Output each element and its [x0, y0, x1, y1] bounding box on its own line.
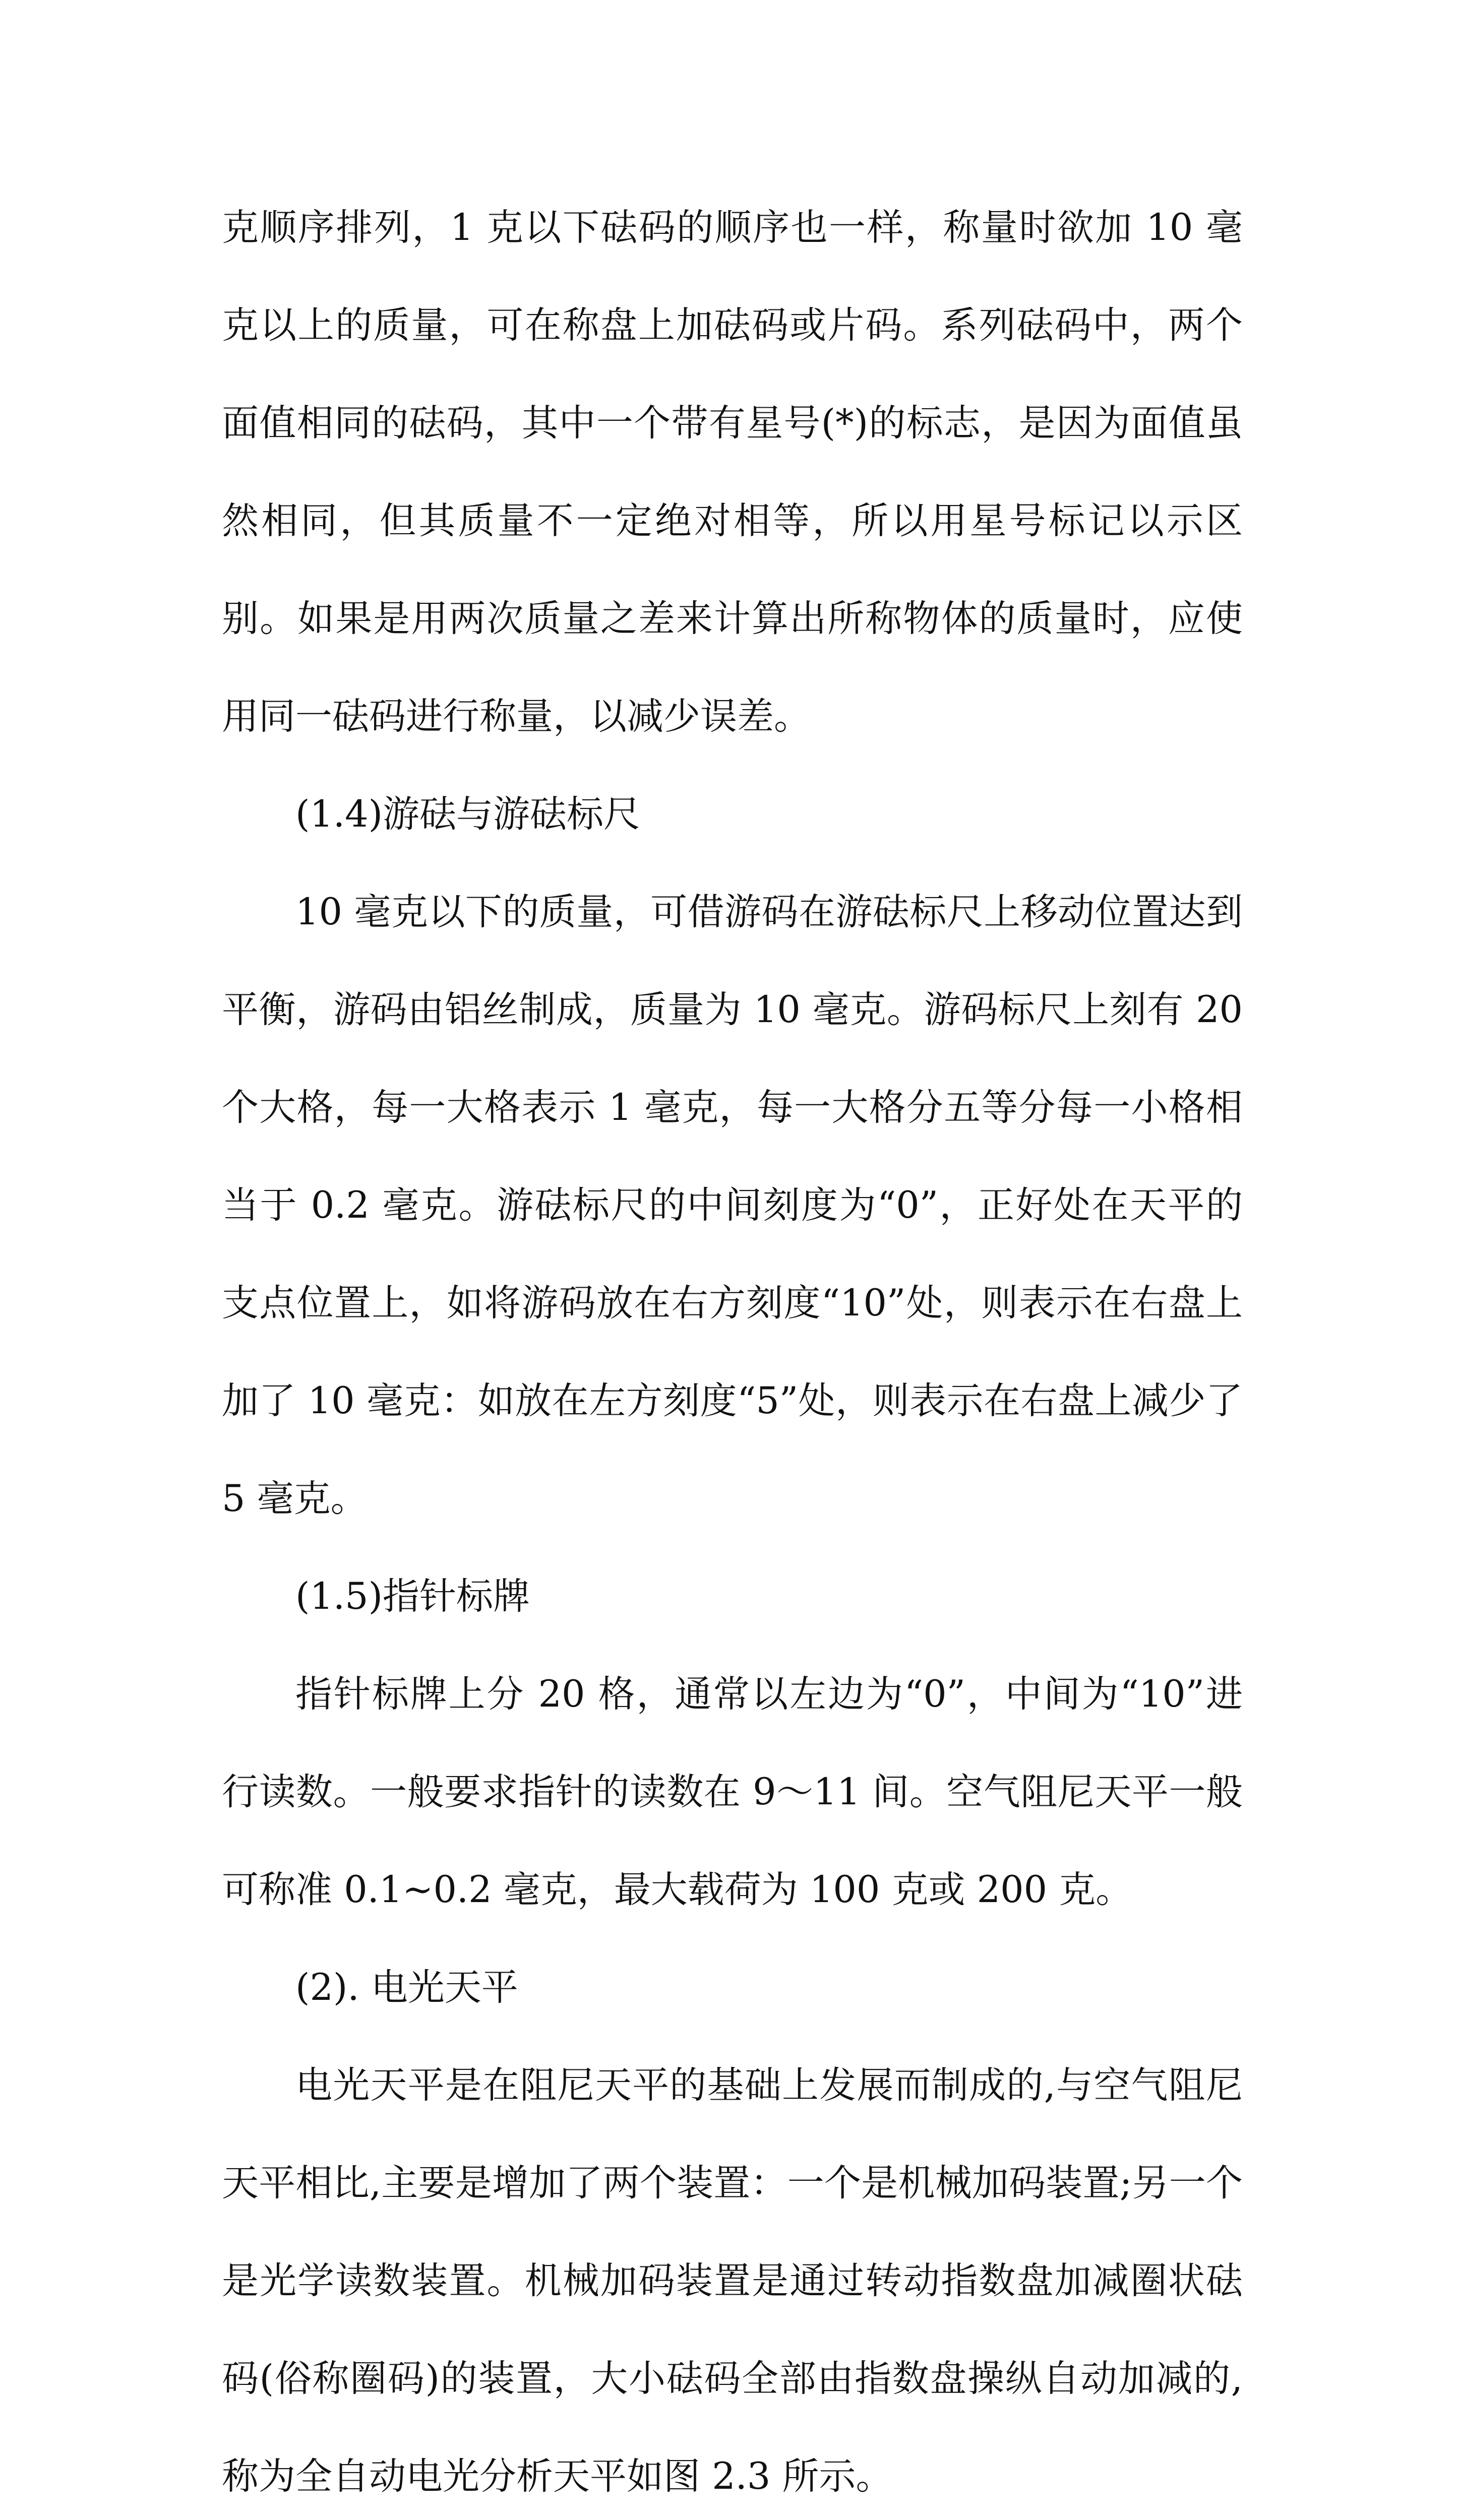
- paragraph-rider-scale: 10 毫克以下的质量，可借游码在游砝标尺上移动位置达到平衡，游码由铝丝制成，质量为 10 毫克。游码标尺上刻有 20 个大格，每一大格表示 1 毫克，每一大格分五等分每一小格相当于 0.2 毫克。游砝标尺的中间刻度为“0”，正好处在天平的支点位置上，如将游码放在右方刻度“10”处，则表示在右盘上加了 10 毫克：如放在左方刻度“5”处，则表示在右盘上减少了 5 毫克。: [222, 891, 1243, 1520]
- paragraph-weights-order: 克顺序排列，1 克以下砝码的顺序也一样，称量时欲加 10 毫克以上的质量，可在称盘上加砝码或片码。系列砝码中，两个面值相同的砝码，其中一个带有星号(*)的标志，是因为面值虽然相同，但其质量不一定绝对相等，所以用星号标记以示区别。如果是用两次质量之差来计算出所称物体的质量时，应使用同一砝码进行称量，以减少误差。: [222, 206, 1243, 738]
- heading-rider-and-scale: (1.4)游砝与游砝标尺: [295, 793, 641, 836]
- paragraph-pointer-scale: 指针标牌上分 20 格，通常以左边为“0”，中间为“10”进行读数。一般要求指针的读数在 9～11 间。空气阻尼天平一般可称准 0.1~0.2 毫克，最大载荷为 100 克或 200 克。: [222, 1673, 1243, 1911]
- document-text: [222, 179, 1243, 2520]
- heading-pointer-scale: (1.5)指针标牌: [295, 1575, 530, 1618]
- paragraph-electro-optical-balance: 电光天平是在阻尼天平的基础上发展而制成的,与空气阻尼天平相比,主要是增加了两个装置：一个是机械加码装置;另一个是光学读数装置。机械加码装置是通过转动指数盘加减圈状砝码(俗称圈码)的装置，大小砝码全部由指数盘操纵自动加减的,称为全自动电光分析天平如图 2.3 所示。: [222, 2064, 1243, 2498]
- heading-electro-optical-balance: (2). 电光天平: [295, 1966, 518, 2009]
